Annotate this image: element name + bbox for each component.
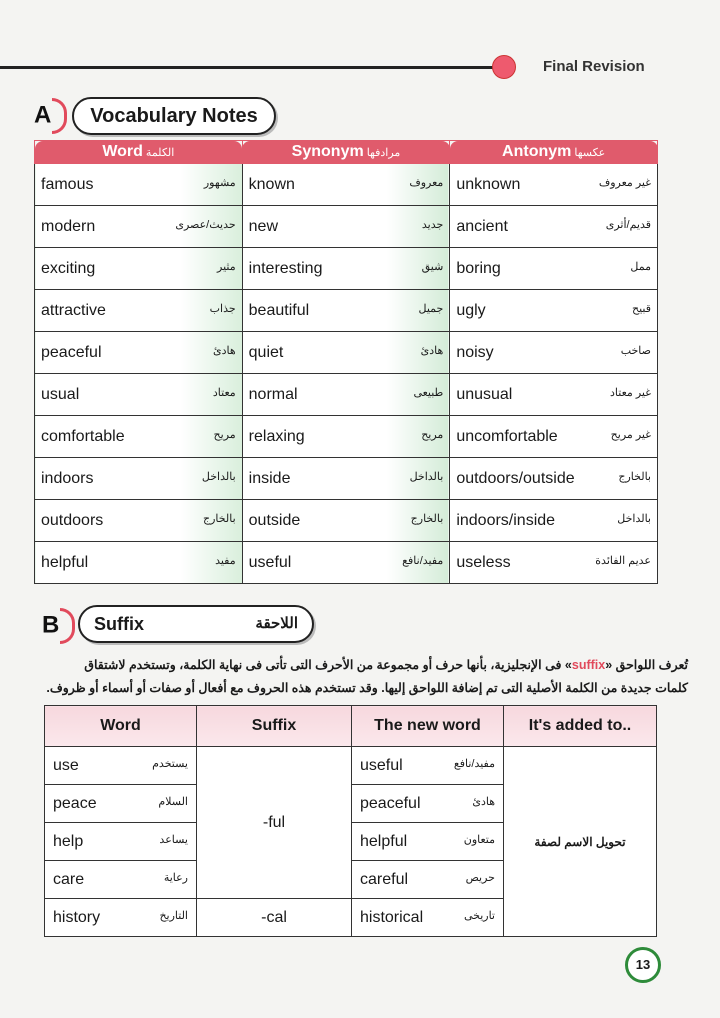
vocab-row — [35, 332, 658, 374]
vocab-cell-word: outdoors بالخارج — [35, 500, 243, 542]
vocab-cell-ant: indoors/inside بالداخل — [450, 500, 658, 542]
vocab-cell-syn: relaxing مريح — [242, 416, 450, 458]
header-rule — [0, 66, 500, 69]
vocab-cell-syn: normal طبيعى — [242, 374, 450, 416]
vocab-row — [35, 164, 658, 206]
suffix-ful-cell: -ful — [197, 747, 352, 899]
section-a-marker — [34, 98, 67, 134]
vocab-row — [35, 290, 658, 332]
section-b-letter: B — [42, 611, 60, 639]
suffix-row: help يساعد helpful متعاون — [45, 823, 657, 861]
added-to-cell: تحويل الاسم لصفة — [504, 747, 657, 937]
suffix-table — [44, 705, 657, 937]
vocab-cell-word: peaceful هادئ — [35, 332, 243, 374]
vocabulary-table — [34, 140, 658, 584]
suffix-intro-line2: كلمات جديدة من الكلمة الأصلية التى تم إضافة اللواحق إليها. وقد تستخدم هذه الحروف مع أفعال أو صفات أو أسماء أو ظروف. — [46, 681, 688, 695]
vocab-cell-syn: quiet هادئ — [242, 332, 450, 374]
suffix-col-suffix: Suffix — [197, 706, 352, 747]
section-b-title — [78, 605, 314, 643]
vocab-cell-ant: ugly قبيح — [450, 290, 658, 332]
page-number: 13 — [625, 947, 661, 983]
page-header-title: Final Revision — [543, 58, 645, 75]
section-ring-icon — [60, 608, 75, 644]
header-dot-icon — [492, 55, 516, 79]
vocab-row — [35, 500, 658, 542]
vocab-cell-syn: inside بالداخل — [242, 458, 450, 500]
vocab-cell-syn: new جديد — [242, 206, 450, 248]
vocab-row — [35, 206, 658, 248]
vocab-cell-word: modern حديث/عصرى — [35, 206, 243, 248]
suffix-col-new-word: The new word — [352, 706, 504, 747]
vocab-row — [35, 248, 658, 290]
suffix-keyword: suffix — [571, 658, 606, 672]
vocab-row — [35, 374, 658, 416]
suffix-row: history التاريخ -cal historical تاريخى — [45, 899, 657, 937]
section-ring-icon — [52, 98, 67, 134]
vocab-cell-ant: outdoors/outside بالخارج — [450, 458, 658, 500]
suffix-title-en: Suffix — [94, 614, 145, 634]
suffix-col-word: Word — [45, 706, 197, 747]
vocab-cell-ant: unusual غير معتاد — [450, 374, 658, 416]
vocab-cell-word: indoors بالداخل — [35, 458, 243, 500]
vocab-cell-word: usual معتاد — [35, 374, 243, 416]
vocab-cell-syn: useful مفيد/نافع — [242, 542, 450, 584]
section-a-letter: A — [34, 101, 52, 129]
vocab-row — [35, 416, 658, 458]
vocab-cell-word: famous مشهور — [35, 164, 243, 206]
suffix-title-ar: اللاحقة — [255, 615, 298, 632]
vocab-cell-ant: ancient قديم/أثرى — [450, 206, 658, 248]
vocab-cell-word: comfortable مريح — [35, 416, 243, 458]
vocab-row — [35, 542, 658, 584]
vocab-cell-word: helpful مفيد — [35, 542, 243, 584]
vocab-cell-syn: interesting شيق — [242, 248, 450, 290]
vocab-cell-ant: boring ممل — [450, 248, 658, 290]
section-a-title: Vocabulary Notes — [72, 97, 276, 135]
vocab-cell-ant: useless عديم الفائدة — [450, 542, 658, 584]
suffix-row: peace السلام peaceful هادئ — [45, 785, 657, 823]
vocab-cell-syn: outside بالخارج — [242, 500, 450, 542]
suffix-col-added-to: It's added to.. — [504, 706, 657, 747]
vocab-cell-word: exciting مثير — [35, 248, 243, 290]
vocab-cell-word: attractive جذاب — [35, 290, 243, 332]
vocab-cell-ant: unknown غير معروف — [450, 164, 658, 206]
vocab-row — [35, 458, 658, 500]
vocab-cell-ant: uncomfortable غير مريح — [450, 416, 658, 458]
suffix-cal-cell: -cal — [197, 899, 352, 937]
col-header-word: Word الكلمة — [35, 141, 243, 164]
section-b-marker — [42, 608, 75, 644]
suffix-intro-line1: تُعرف اللواحق «suffix» فى الإنجليزية، بأنها حرف أو مجموعة من الأحرف التى تأتى فى نهاية الكلمة، وتستخدم لاشتقاق — [84, 658, 688, 672]
suffix-row: use يستخدم -ful useful مفيد/نافع تحويل الاسم لصفة — [45, 747, 657, 785]
col-header-synonym: Synonym مرادفها — [242, 141, 450, 164]
col-header-antonym: Antonym عكسها — [450, 141, 658, 164]
vocab-cell-syn: beautiful جميل — [242, 290, 450, 332]
vocab-cell-ant: noisy صاخب — [450, 332, 658, 374]
suffix-row: care رعاية careful حريص — [45, 861, 657, 899]
vocab-cell-syn: known معروف — [242, 164, 450, 206]
